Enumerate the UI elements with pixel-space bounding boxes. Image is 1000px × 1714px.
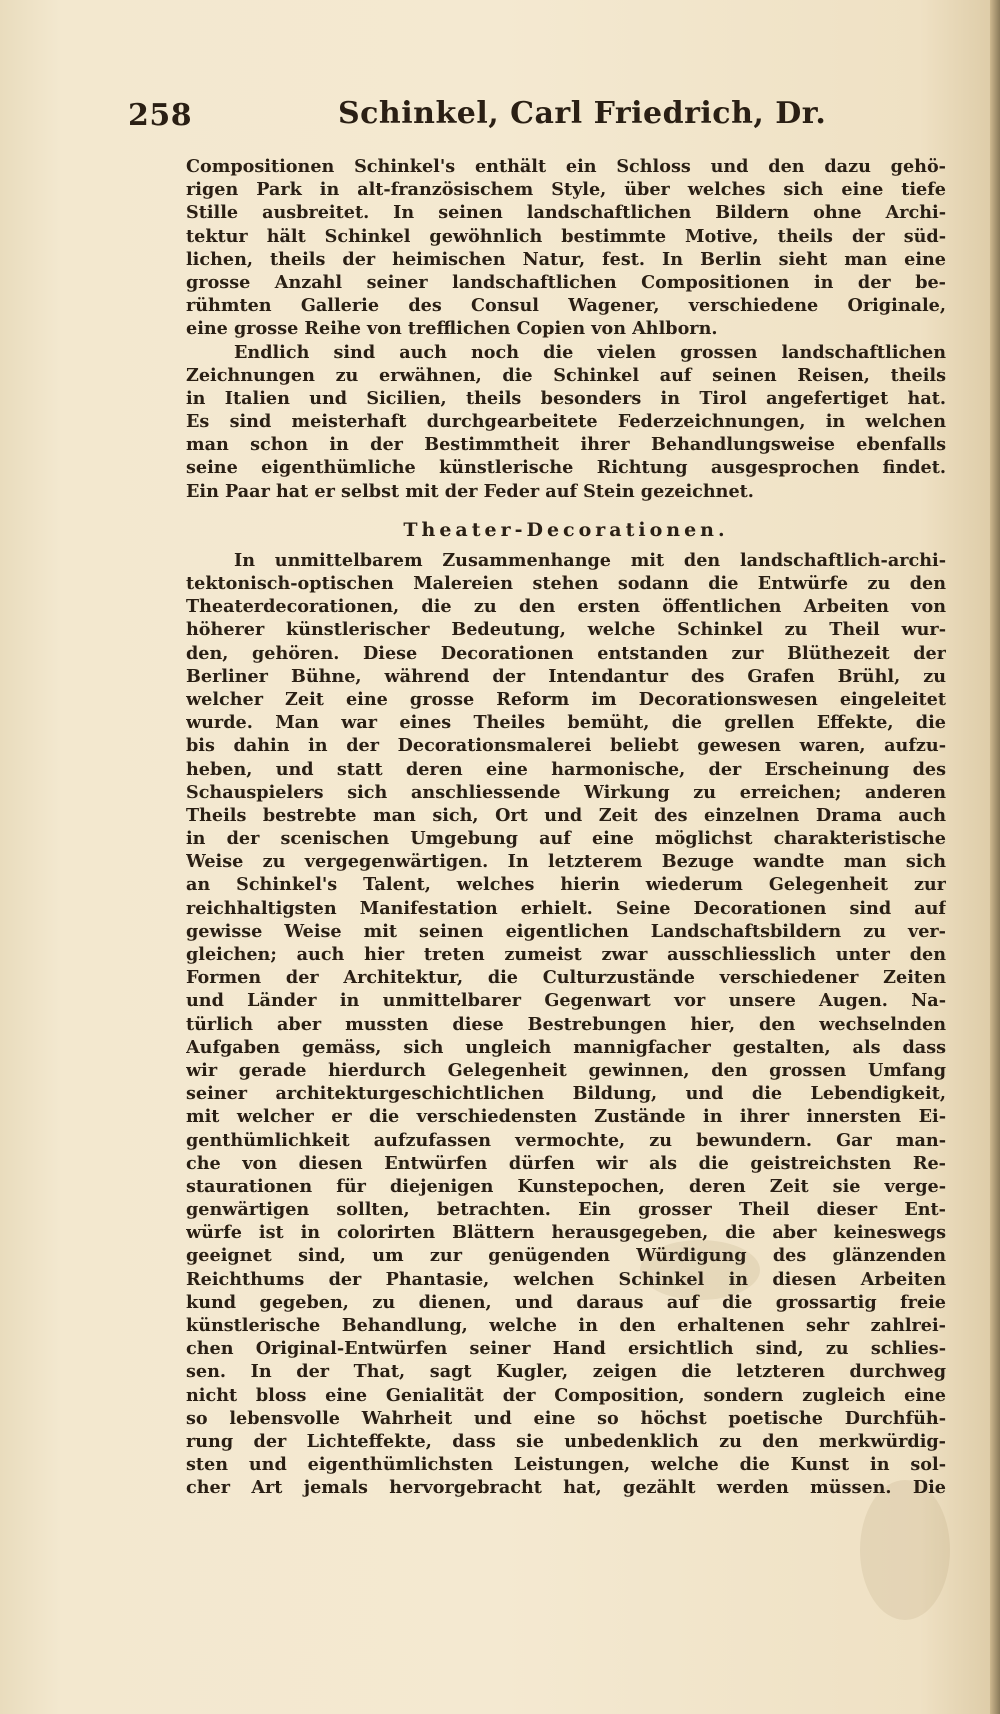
text-line: Theils bestrebte man sich, Ort und Zeit des einzelnen Drama auch [186,804,946,826]
text-line: reichhaltigsten Manifestation erhielt. Seine Decorationen sind auf [186,897,946,919]
text-line: Reichthums der Phantasie, welchen Schinkel in diesen Arbeiten [186,1268,946,1290]
text-line: wurde. Man war eines Theiles bemüht, die grellen Effekte, die [186,712,946,734]
text-line: tektonisch-optischen Malereien stehen sodann die Entwürfe zu den [186,573,946,594]
text-line: che von diesen Entwürfen dürfen wir als die geistreichsten Re- [186,1152,946,1174]
text-line: man schon in der Bestimmtheit ihrer Behandlungsweise ebenfalls [186,434,946,456]
text-line: genthümlichkeit aufzufassen vermochte, zu bewundern. Gar man- [186,1129,946,1151]
text-line: kund gegeben, zu dienen, und daraus auf die grossartig freie [186,1291,946,1313]
text-line: seiner architekturgeschichtlichen Bildung, und die Lebendigkeit, [186,1083,946,1105]
text-line: türlich aber mussten diese Bestrebungen hier, den wechselnden [186,1013,946,1035]
text-line: gleichen; auch hier treten zumeist zwar ausschliesslich unter den [186,944,946,965]
text-line: wir gerade hierdurch Gelegenheit gewinnen, den grossen Umfang [186,1059,946,1081]
text-line: genwärtigen sollten, betrachten. Ein grosser Theil dieser Ent- [186,1199,946,1221]
text-line: rühmten Gallerie des Consul Wagener, verschiedene Originale, [186,295,946,317]
paper-stain [860,1480,950,1620]
text-line: Zeichnungen zu erwähnen, die Schinkel auf seinen Reisen, theils [186,364,946,386]
text-line: Weise zu vergegenwärtigen. In letzterem Bezuge wandte man sich [186,851,946,873]
text-line: künstlerische Behandlung, welche in den erhaltenen sehr zahlrei- [186,1315,946,1336]
text-line: Theaterdecorationen, die zu den ersten öffentlichen Arbeiten von [186,596,946,618]
text-line: in der scenischen Umgebung auf eine möglichst charakteristische [186,828,946,850]
text-line: und Länder in unmittelbarer Gegenwart vor unsere Augen. Na- [186,990,946,1012]
text-line: sten und eigenthümlichsten Leistungen, welche die Kunst in sol- [186,1454,946,1476]
text-line: welcher Zeit eine grosse Reform im Decorationswesen eingeleitet [186,688,946,710]
text-line: Berliner Bühne, während der Intendantur des Grafen Brühl, zu [186,665,946,687]
page-edge [990,0,1000,1714]
text-line: nicht bloss eine Genialität der Composition, sondern zugleich eine [186,1384,946,1406]
text-line: Aufgaben gemäss, sich ungleich mannigfacher gestalten, als dass [186,1036,946,1058]
text-line: Formen der Architektur, die Culturzustände verschiedener Zeiten [186,967,946,989]
paragraph-group-top [186,155,946,503]
text-line: Compositionen Schinkel's enthält ein Schloss und den dazu gehö- [186,156,946,177]
section-heading: Theater-Decorationen. [403,518,729,541]
text-line: Stille ausbreitet. In seinen landschaftlichen Bildern ohne Archi- [186,202,946,224]
text-line: höherer künstlerischer Bedeutung, welche Schinkel zu Theil wur- [186,619,946,641]
page-header [128,92,948,142]
text-line: gewisse Weise mit seinen eigentlichen Landschaftsbildern zu ver- [186,920,946,942]
text-line: heben, und statt deren eine harmonische, der Erscheinung des [186,758,946,780]
text-line: eine grosse Reihe von trefflichen Copien von Ahlborn. [186,318,718,340]
text-line: lichen, theils der heimischen Natur, fest. In Berlin sieht man eine [186,248,946,270]
text-line: würfe ist in colorirten Blättern herausgegeben, die aber keineswegs [186,1222,946,1244]
page-number: 258 [128,98,193,133]
text-line: cher Art jemals hervorgebracht hat, gezählt werden müssen. Die [186,1477,946,1499]
body-text [186,155,946,1500]
paragraph-group-bottom [186,549,946,1500]
text-line: rung der Lichteffekte, dass sie unbedenklich zu den merkwürdig- [186,1430,946,1452]
text-line: an Schinkel's Talent, welches hierin wiederum Gelegenheit zur [186,874,946,896]
text-line: seine eigenthümliche künstlerische Richtung ausgesprochen findet. [186,457,946,479]
text-line: so lebensvolle Wahrheit und eine so höchst poetische Durchfüh- [186,1407,946,1429]
text-line: sen. In der That, sagt Kugler, zeigen die letzteren durchweg [186,1361,946,1383]
text-line: mit welcher er die verschiedensten Zustände in ihrer innersten Ei- [186,1106,946,1128]
text-line: rigen Park in alt-französischem Style, über welches sich eine tiefe [186,179,946,201]
text-line: Endlich sind auch noch die vielen grossen landschaftlichen [234,341,946,363]
running-head: Schinkel, Carl Friedrich, Dr. [338,96,827,131]
text-line: geeignet sind, um zur genügenden Würdigung des glänzenden [186,1245,946,1267]
text-line: tektur hält Schinkel gewöhnlich bestimmte Motive, theils der süd- [186,225,946,247]
text-line: chen Original-Entwürfen seiner Hand ersichtlich sind, zu schlies- [186,1338,946,1360]
text-line: den, gehören. Diese Decorationen entstanden zur Blüthezeit der [186,642,946,664]
text-line: Schauspielers sich anschliessende Wirkung zu erreichen; anderen [186,781,946,803]
text-line: Ein Paar hat er selbst mit der Feder auf Stein gezeichnet. [186,480,754,502]
text-line: bis dahin in der Decorationsmalerei beliebt gewesen waren, aufzu- [186,735,946,757]
text-line: grosse Anzahl seiner landschaftlichen Compositionen in der be- [186,271,946,293]
text-line: Es sind meisterhaft durchgearbeitete Federzeichnungen, in welchen [186,411,946,433]
text-line: In unmittelbarem Zusammenhange mit den landschaftlich-archi- [234,549,946,571]
text-line: staurationen für diejenigen Kunstepochen, deren Zeit sie verge- [186,1175,946,1197]
text-line: in Italien und Sicilien, theils besonders in Tirol angefertiget hat. [186,387,946,409]
